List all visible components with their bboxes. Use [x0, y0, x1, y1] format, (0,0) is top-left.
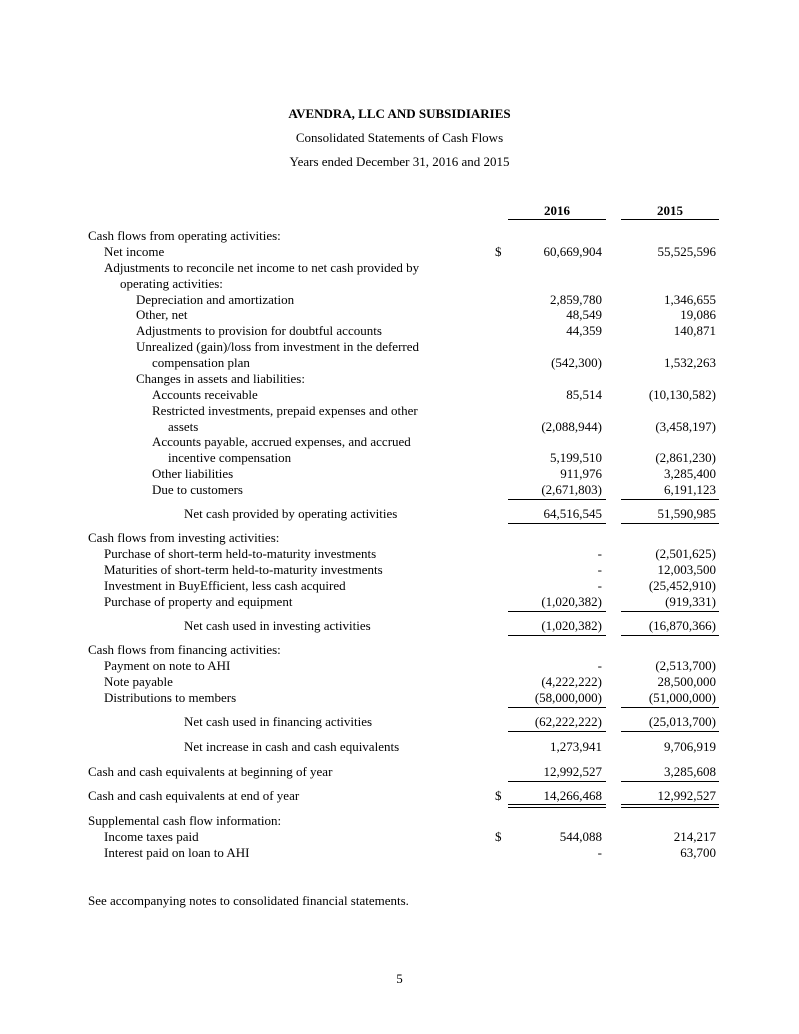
dollar-sign: $ — [495, 244, 502, 259]
row-label: operating activities: — [120, 276, 223, 291]
column-header-2015: 2015 — [657, 203, 683, 218]
row-adjustments-heading-cont — [0, 276, 799, 292]
value-2016: (1,020,382) — [541, 618, 602, 633]
value-2015: (25,452,910) — [648, 578, 716, 593]
row-label: Changes in assets and liabilities: — [136, 371, 305, 386]
value-2016: 5,199,510 — [550, 450, 602, 465]
subtotal-line-2016 — [508, 707, 606, 708]
value-2015: 63,700 — [680, 845, 716, 860]
value-2016: 1,273,941 — [550, 739, 602, 754]
total-line-2015 — [621, 731, 719, 732]
row-investing-heading — [0, 530, 799, 546]
row-label: compensation plan — [152, 355, 250, 370]
row-label: Restricted investments, prepaid expenses and other — [152, 403, 418, 418]
row-operating-heading — [0, 228, 799, 244]
row-label: Cash flows from operating activities: — [88, 228, 281, 243]
row-restricted-assets — [0, 419, 799, 435]
row-label: Adjustments to reconcile net income to net cash provided by — [104, 260, 420, 275]
column-underline-2015 — [621, 219, 719, 220]
value-2015: 1,346,655 — [664, 292, 716, 307]
row-net-cash-investing — [0, 618, 799, 634]
value-2016: 48,549 — [566, 307, 602, 322]
value-2016: 2,859,780 — [550, 292, 602, 307]
footnote: See accompanying notes to consolidated financial statements. — [88, 893, 409, 908]
value-2015: (10,130,582) — [648, 387, 716, 402]
value-2015: 28,500,000 — [657, 674, 716, 689]
row-label: Net increase in cash and cash equivalents — [184, 739, 400, 754]
statement-title: Consolidated Statements of Cash Flows — [295, 130, 504, 145]
row-financing-heading — [0, 642, 799, 658]
value-2015: (2,861,230) — [655, 450, 716, 465]
page-number: 5 — [396, 971, 403, 986]
value-2015: 6,191,123 — [664, 482, 716, 497]
total-line-2016 — [508, 731, 606, 732]
row-note-payable — [0, 674, 799, 690]
row-label: Note payable — [104, 674, 173, 689]
double-underline-2015 — [621, 807, 719, 808]
row-investment-buyefficient — [0, 578, 799, 594]
dollar-sign: $ — [495, 788, 502, 803]
row-other-liabilities — [0, 466, 799, 482]
row-income-taxes — [0, 829, 799, 845]
value-2016: (58,000,000) — [534, 690, 602, 705]
value-2015: 12,992,527 — [657, 788, 716, 803]
dollar-sign: $ — [495, 829, 502, 844]
row-label: Due to customers — [152, 482, 243, 497]
row-label: Purchase of short-term held-to-maturity investments — [104, 546, 377, 561]
row-label: Supplemental cash flow information: — [88, 813, 282, 828]
total-line-2016 — [508, 635, 606, 636]
value-2016: (542,300) — [551, 355, 602, 370]
row-label: Other liabilities — [152, 466, 234, 481]
value-2016: (2,671,803) — [541, 482, 602, 497]
row-label: Purchase of property and equipment — [104, 594, 293, 609]
value-2016: (1,020,382) — [541, 594, 602, 609]
value-2015: 3,285,400 — [664, 466, 716, 481]
value-2016: 12,992,527 — [543, 764, 602, 779]
value-2015: 12,003,500 — [657, 562, 716, 577]
row-label: Maturities of short-term held-to-maturity investments — [104, 562, 383, 577]
subtotal-line-2015 — [621, 611, 719, 612]
value-2015: (3,458,197) — [655, 419, 716, 434]
value-2016: 911,976 — [560, 466, 602, 481]
row-label: Distributions to members — [104, 690, 237, 705]
row-doubtful-accounts — [0, 323, 799, 339]
value-2015: 214,217 — [673, 829, 716, 844]
statement-period: Years ended December 31, 2016 and 2015 — [289, 154, 510, 169]
value-2015: (2,513,700) — [655, 658, 716, 673]
value-2016: 64,516,545 — [543, 506, 602, 521]
row-label: Cash and cash equivalents at beginning of year — [88, 764, 333, 779]
row-label: assets — [168, 419, 199, 434]
value-2015: 55,525,596 — [657, 244, 716, 259]
row-label: Income taxes paid — [104, 829, 199, 844]
subtotal-line-2016 — [508, 611, 606, 612]
row-label: Accounts payable, accrued expenses, and accrued — [152, 434, 411, 449]
row-unrealized-compensation — [0, 355, 799, 371]
row-label: Other, net — [136, 307, 188, 322]
subtotal-line-2015 — [621, 707, 719, 708]
row-due-to-customers — [0, 482, 799, 498]
row-other-net — [0, 307, 799, 323]
row-net-increase — [0, 739, 799, 755]
value-2015: 9,706,919 — [664, 739, 716, 754]
row-accounts-receivable — [0, 387, 799, 403]
row-label: Cash flows from investing activities: — [88, 530, 280, 545]
value-2015: 51,590,985 — [657, 506, 716, 521]
row-payable-heading — [0, 434, 799, 450]
double-underline-2015 — [621, 804, 719, 805]
double-underline-2016 — [508, 807, 606, 808]
value-2016: - — [597, 845, 602, 860]
row-payment-note-ahi — [0, 658, 799, 674]
value-2015: 140,871 — [673, 323, 716, 338]
value-2015: (51,000,000) — [648, 690, 716, 705]
row-label: Interest paid on loan to AHI — [104, 845, 250, 860]
total-line-2016 — [508, 523, 606, 524]
value-2015: 3,285,608 — [664, 764, 716, 779]
value-2016: (2,088,944) — [541, 419, 602, 434]
row-label: Accounts receivable — [152, 387, 258, 402]
row-distributions — [0, 690, 799, 706]
column-underline-2016 — [508, 219, 606, 220]
row-label: incentive compensation — [168, 450, 292, 465]
value-2015: 19,086 — [680, 307, 716, 322]
row-net-cash-operating — [0, 506, 799, 522]
value-2016: - — [597, 546, 602, 561]
row-net-income — [0, 244, 799, 260]
row-label: Depreciation and amortization — [136, 292, 295, 307]
row-supplemental-heading — [0, 813, 799, 829]
value-2016: - — [597, 562, 602, 577]
value-2016: - — [597, 578, 602, 593]
row-interest-ahi — [0, 845, 799, 861]
row-label: Net income — [104, 244, 165, 259]
value-2016: (62,222,222) — [534, 714, 602, 729]
subtotal-line-2016 — [508, 781, 606, 782]
value-2016: 60,669,904 — [543, 244, 602, 259]
value-2015: (16,870,366) — [648, 618, 716, 633]
row-incentive-compensation — [0, 450, 799, 466]
value-2016: (4,222,222) — [541, 674, 602, 689]
row-label: Investment in BuyEfficient, less cash acquired — [104, 578, 346, 593]
double-underline-2016 — [508, 804, 606, 805]
row-unrealized-heading — [0, 339, 799, 355]
row-label: Cash flows from financing activities: — [88, 642, 281, 657]
row-changes-heading — [0, 371, 799, 387]
subtotal-line-2016 — [508, 499, 606, 500]
company-name: AVENDRA, LLC AND SUBSIDIARIES — [288, 106, 511, 121]
value-2015: (25,013,700) — [648, 714, 716, 729]
row-label: Cash and cash equivalents at end of year — [88, 788, 300, 803]
value-2016: 85,514 — [566, 387, 602, 402]
row-label: Net cash provided by operating activities — [184, 506, 398, 521]
row-cash-beginning — [0, 764, 799, 780]
value-2015: 1,532,263 — [664, 355, 716, 370]
value-2016: - — [597, 658, 602, 673]
row-label: Net cash used in financing activities — [184, 714, 373, 729]
total-line-2015 — [621, 635, 719, 636]
row-purchase-property — [0, 594, 799, 610]
row-label: Adjustments to provision for doubtful accounts — [136, 323, 382, 338]
value-2016: 544,088 — [559, 829, 602, 844]
subtotal-line-2015 — [621, 781, 719, 782]
value-2015: (919,331) — [665, 594, 716, 609]
row-maturities-short-term — [0, 562, 799, 578]
row-label: Payment on note to AHI — [104, 658, 231, 673]
value-2016: 14,266,468 — [543, 788, 602, 803]
row-label: Unrealized (gain)/loss from investment in the deferred — [136, 339, 420, 354]
row-restricted-heading — [0, 403, 799, 419]
row-net-cash-financing — [0, 714, 799, 730]
row-label: Net cash used in investing activities — [184, 618, 371, 633]
row-purchase-short-term — [0, 546, 799, 562]
row-cash-end — [0, 788, 799, 804]
row-adjustments-heading — [0, 260, 799, 276]
value-2015: (2,501,625) — [655, 546, 716, 561]
row-depreciation — [0, 292, 799, 308]
value-2016: 44,359 — [566, 323, 602, 338]
total-line-2015 — [621, 523, 719, 524]
subtotal-line-2015 — [621, 499, 719, 500]
column-header-2016: 2016 — [544, 203, 570, 218]
